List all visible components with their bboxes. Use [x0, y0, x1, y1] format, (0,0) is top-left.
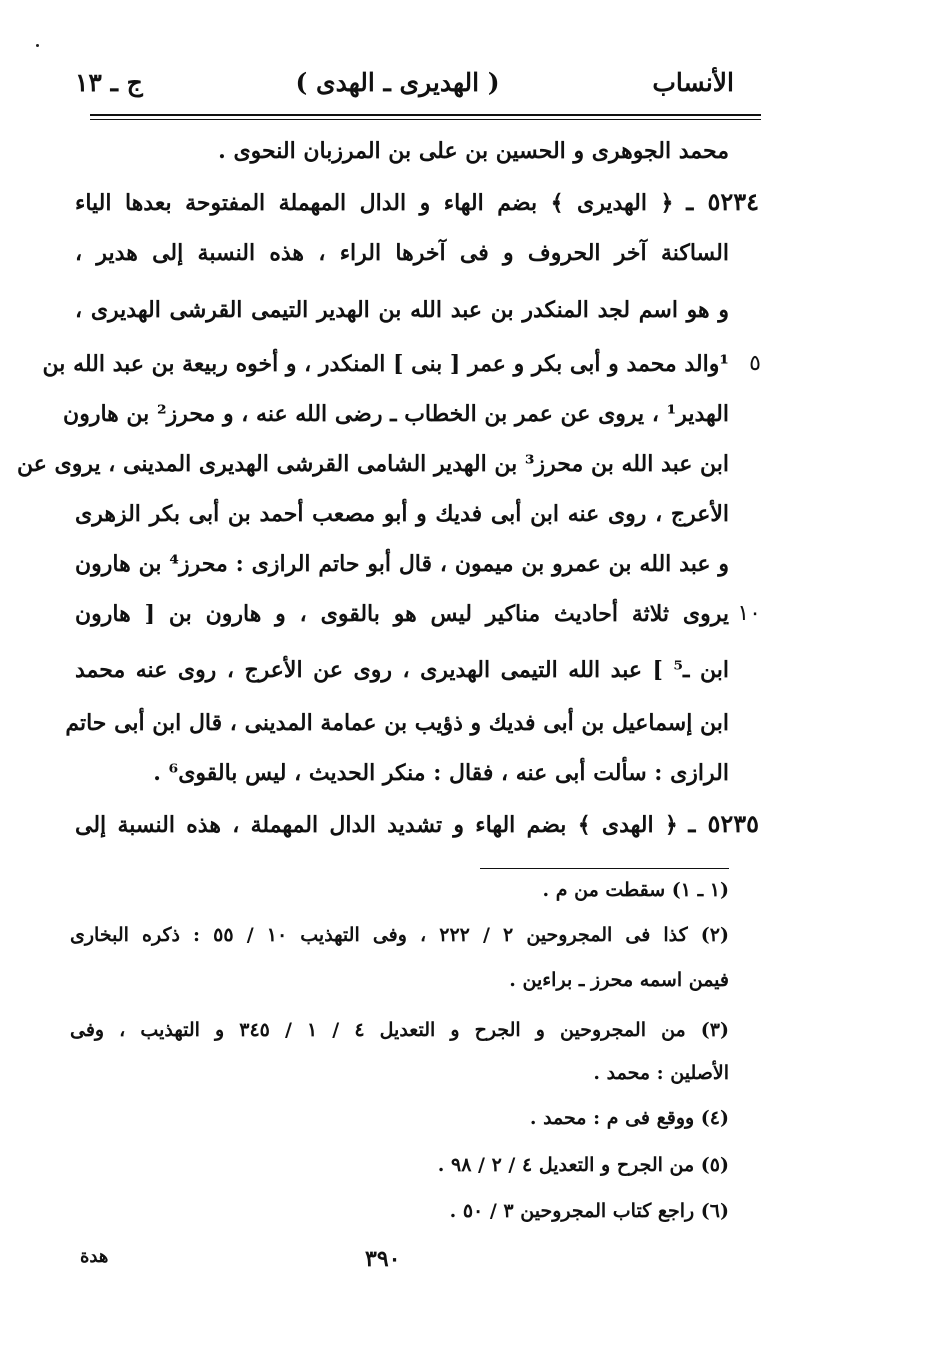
book-title: الأنساب — [652, 67, 734, 97]
footnote-2-line-2: فيمن اسمه محرز ـ براءين . — [509, 969, 729, 991]
entry-text: ﴿ الهديرى ﴾ بضم الهاء و الدال المهملة المفتوحة بعدها الياء — [75, 190, 674, 216]
body-line-4: و هو اسم لجد المنكدر بن عبد الله بن الهدير التيمى القرشى الهديرى ، — [75, 297, 729, 323]
margin-line-number: ١٠ — [737, 601, 761, 626]
body-line-1: محمد الجوهرى و الحسين بن على بن المرزبان النحوى . — [218, 138, 729, 164]
footnote-3-line-2: الأصلين : محمد . — [593, 1062, 729, 1084]
header-rule — [90, 114, 761, 116]
entry-number: ٥٢٣٥ ـ — [688, 809, 759, 838]
footnote-4: (٤) ووقع فى م : محمد . — [529, 1107, 729, 1129]
page-number: ٣٩٠ — [365, 1246, 401, 1272]
body-line-6: الهدير¹ ، يروى عن عمر بن الخطاب ـ رضى الله عنه ، و محرز² بن هارون — [63, 401, 729, 427]
body-line-7: ابن عبد الله بن محرز³ بن الهدير الشامى القرشى الهديرى المدينى ، يروى عن — [16, 451, 729, 477]
footnote-rule — [480, 868, 729, 869]
footnote-6: (٦) راجع كتاب المجروحين ٣ / ٥٠ . — [449, 1200, 729, 1222]
body-line-12: ابن إسماعيل بن أبى فديك و ذؤيب بن عمامة المدينى ، قال ابن أبى حاتم — [65, 710, 729, 736]
body-line-11: ابن ـ⁵ ] عبد الله التيمى الهديرى ، روى عن الأعرج ، روى عنه محمد — [75, 657, 729, 683]
signature-mark: هدة — [80, 1246, 109, 1267]
volume-label: ج ـ ١٣ — [75, 67, 143, 97]
body-line-10: يروى ثلاثة أحاديث مناكير ليس هو بالقوى ، و هارون بن [ هارون — [75, 601, 729, 627]
entry-number: ٥٢٣٤ ـ — [686, 187, 759, 216]
footnote-1: (١ ـ ١) سقطت من م . — [542, 879, 729, 901]
footnote-2-line-1: (٢) كذا فى المجروحين ٢ / ٢٢٢ ، وفى التهذيب ١٠ / ٥٥ : ذكره البخارى — [70, 924, 729, 946]
entry-5235-heading — [75, 806, 759, 842]
speck — [36, 44, 39, 47]
footnote-3-line-1: (٣) من المجروحين و الجرح و التعديل ٤ / ١ / ٣٤٥ و التهذيب ، وفى — [70, 1019, 730, 1041]
header-rule-thin — [90, 119, 761, 120]
entry-text: ﴿ الهدى ﴾ بضم الهاء و تشديد الدال المهملة ، هذه النسبة إلى — [75, 812, 678, 838]
body-line-13: الرازى : سألت أبى عنه ، فقال : منكر الحديث ، ليس بالقوى⁶ . — [153, 760, 729, 786]
running-header — [75, 62, 734, 102]
body-line-9: و عبد الله بن عمرو بن ميمون ، قال أبو حاتم الرازى : محرز⁴ بن هارون — [75, 551, 729, 577]
section-title: ( الهديرى ـ الهدى ) — [295, 67, 500, 97]
body-line-8: الأعرج ، روى عنه ابن أبى فديك و أبو مصعب أحمد بن أبى بكر الزهرى — [75, 501, 729, 527]
body-line-3: الساكنة آخر الحروف و فى آخرها الراء ، هذه النسبة إلى هدير ، — [75, 240, 729, 266]
body-line-5: ¹والد محمد و أبى بكر و عمر [ بنى ] المنكدر ، و أخوه ربيعة بن عبد الله بن — [42, 351, 729, 377]
footnote-5: (٥) من الجرح و التعديل ٤ / ٢ / ٩٨ . — [437, 1154, 729, 1176]
margin-line-number: ٥ — [749, 351, 761, 376]
entry-5234-heading — [75, 184, 759, 220]
